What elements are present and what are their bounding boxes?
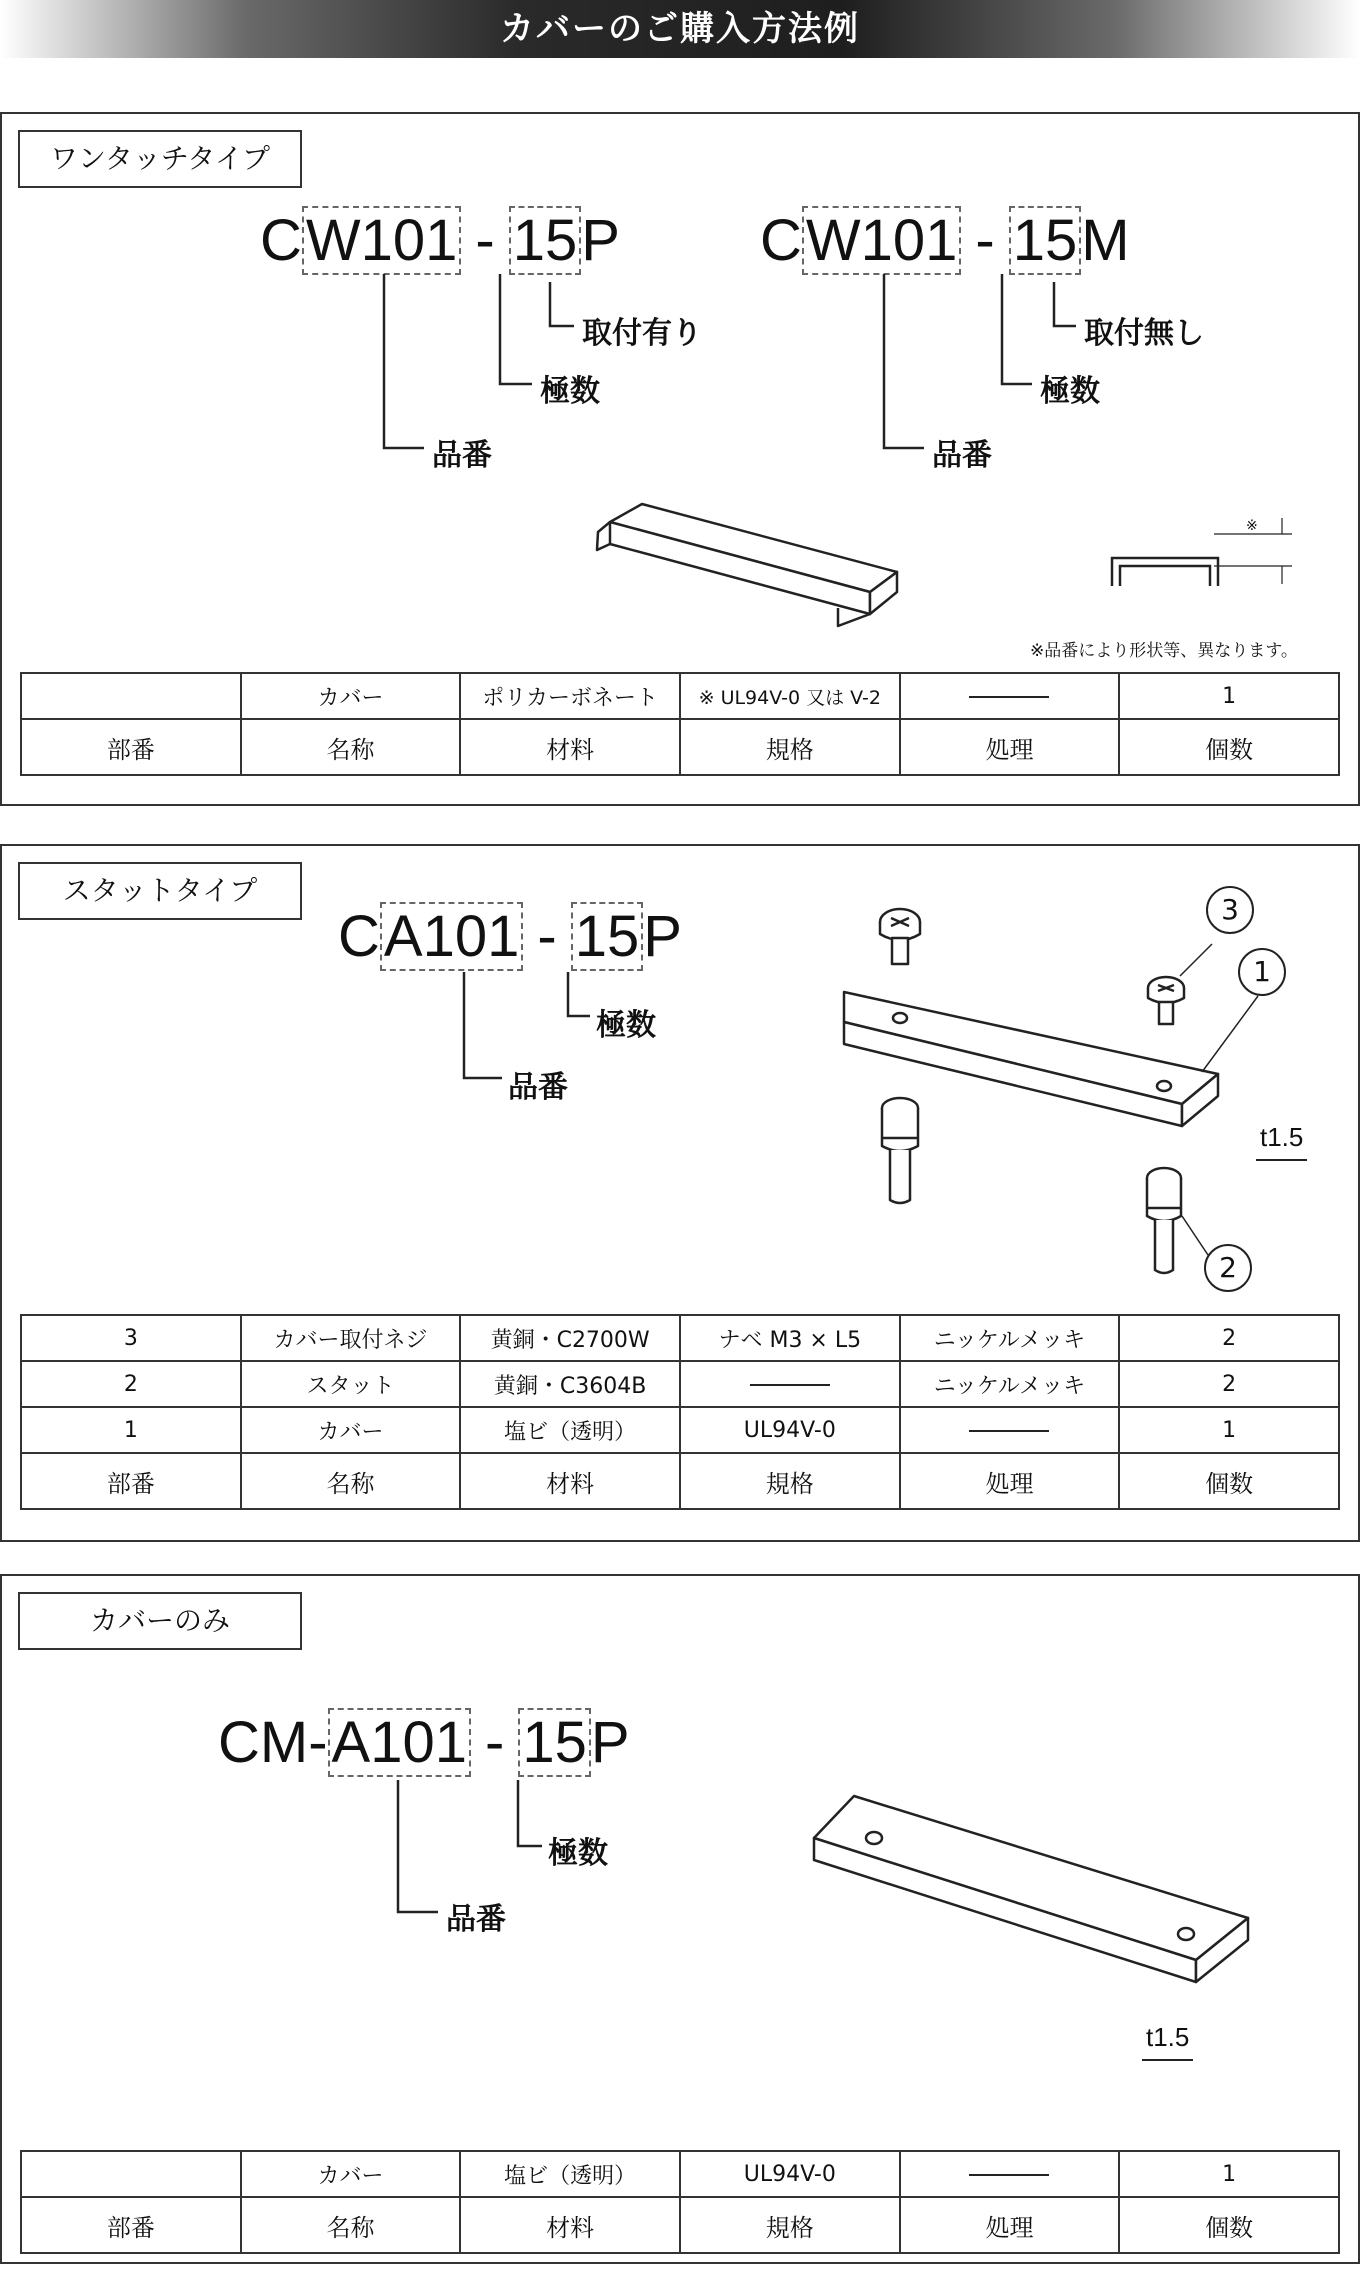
callout-without-mount: 取付無し	[1084, 316, 1204, 351]
shape-note: ※品番により形状等、異なります。	[1030, 641, 1298, 661]
table-row: 1 カバー 塩ビ（透明） UL94V-0 1	[21, 1407, 1339, 1453]
table-header-row: 部番 名称 材料 規格 処理 個数	[21, 719, 1339, 775]
part-code-attached: CW101 - 15P	[260, 208, 620, 273]
part-code-unattached: CW101 - 15M	[760, 208, 1130, 273]
table-dash	[900, 2151, 1120, 2197]
table-dash	[680, 1361, 900, 1407]
part-code-stud: CA101 - 15P	[338, 904, 682, 969]
table-row: 3 カバー取付ネジ 黄銅・C2700W ナベ M3 × L5 ニッケルメッキ 2	[21, 1315, 1339, 1361]
part-code-cover-only: CM-A101 - 15P	[218, 1710, 630, 1775]
callout-poles: 極数	[596, 1008, 656, 1043]
section-label: スタットタイプ	[18, 862, 302, 920]
table-row: 2 スタット 黄銅・C3604B ニッケルメッキ 2	[21, 1361, 1339, 1407]
callout-poles: 極数	[548, 1836, 608, 1871]
section-label: カバーのみ	[18, 1592, 302, 1650]
table-header-row: 部番 名称 材料 規格 処理 個数	[21, 2197, 1339, 2253]
callout-2: 2	[1204, 1244, 1252, 1292]
table-dash	[900, 673, 1120, 719]
section-label: ワンタッチタイプ	[18, 130, 302, 188]
spec-table	[20, 672, 1340, 776]
callout-part-number: 品番	[508, 1070, 568, 1105]
callout-part-number: 品番	[932, 438, 992, 473]
page-title: カバーのご購入方法例	[500, 9, 860, 49]
callout-with-mount: 取付有り	[582, 316, 702, 351]
callout-part-number: 品番	[432, 438, 492, 473]
table-row: カバー 塩ビ（透明） UL94V-0 1	[21, 2151, 1339, 2197]
thickness-label: t1.5	[1142, 2022, 1193, 2061]
spec-table	[20, 1314, 1340, 1510]
callout-part-number: 品番	[446, 1902, 506, 1937]
callout-poles: 極数	[540, 374, 600, 409]
callout-poles: 極数	[1040, 374, 1100, 409]
thickness-label: t1.5	[1256, 1122, 1307, 1161]
callout-3: 3	[1206, 886, 1254, 934]
section-one-touch	[0, 112, 1360, 806]
callout-1: 1	[1238, 948, 1286, 996]
spec-table	[20, 2150, 1340, 2254]
section-cover-only	[0, 1574, 1360, 2264]
section-stud	[0, 844, 1360, 1542]
table-header-row: 部番 名称 材料 規格 処理 個数	[21, 1453, 1339, 1509]
note-mark: ※	[1246, 518, 1258, 534]
table-dash	[900, 1407, 1120, 1453]
table-row: カバー ポリカーボネート ※ UL94V-0 又は V-2 1	[21, 673, 1339, 719]
